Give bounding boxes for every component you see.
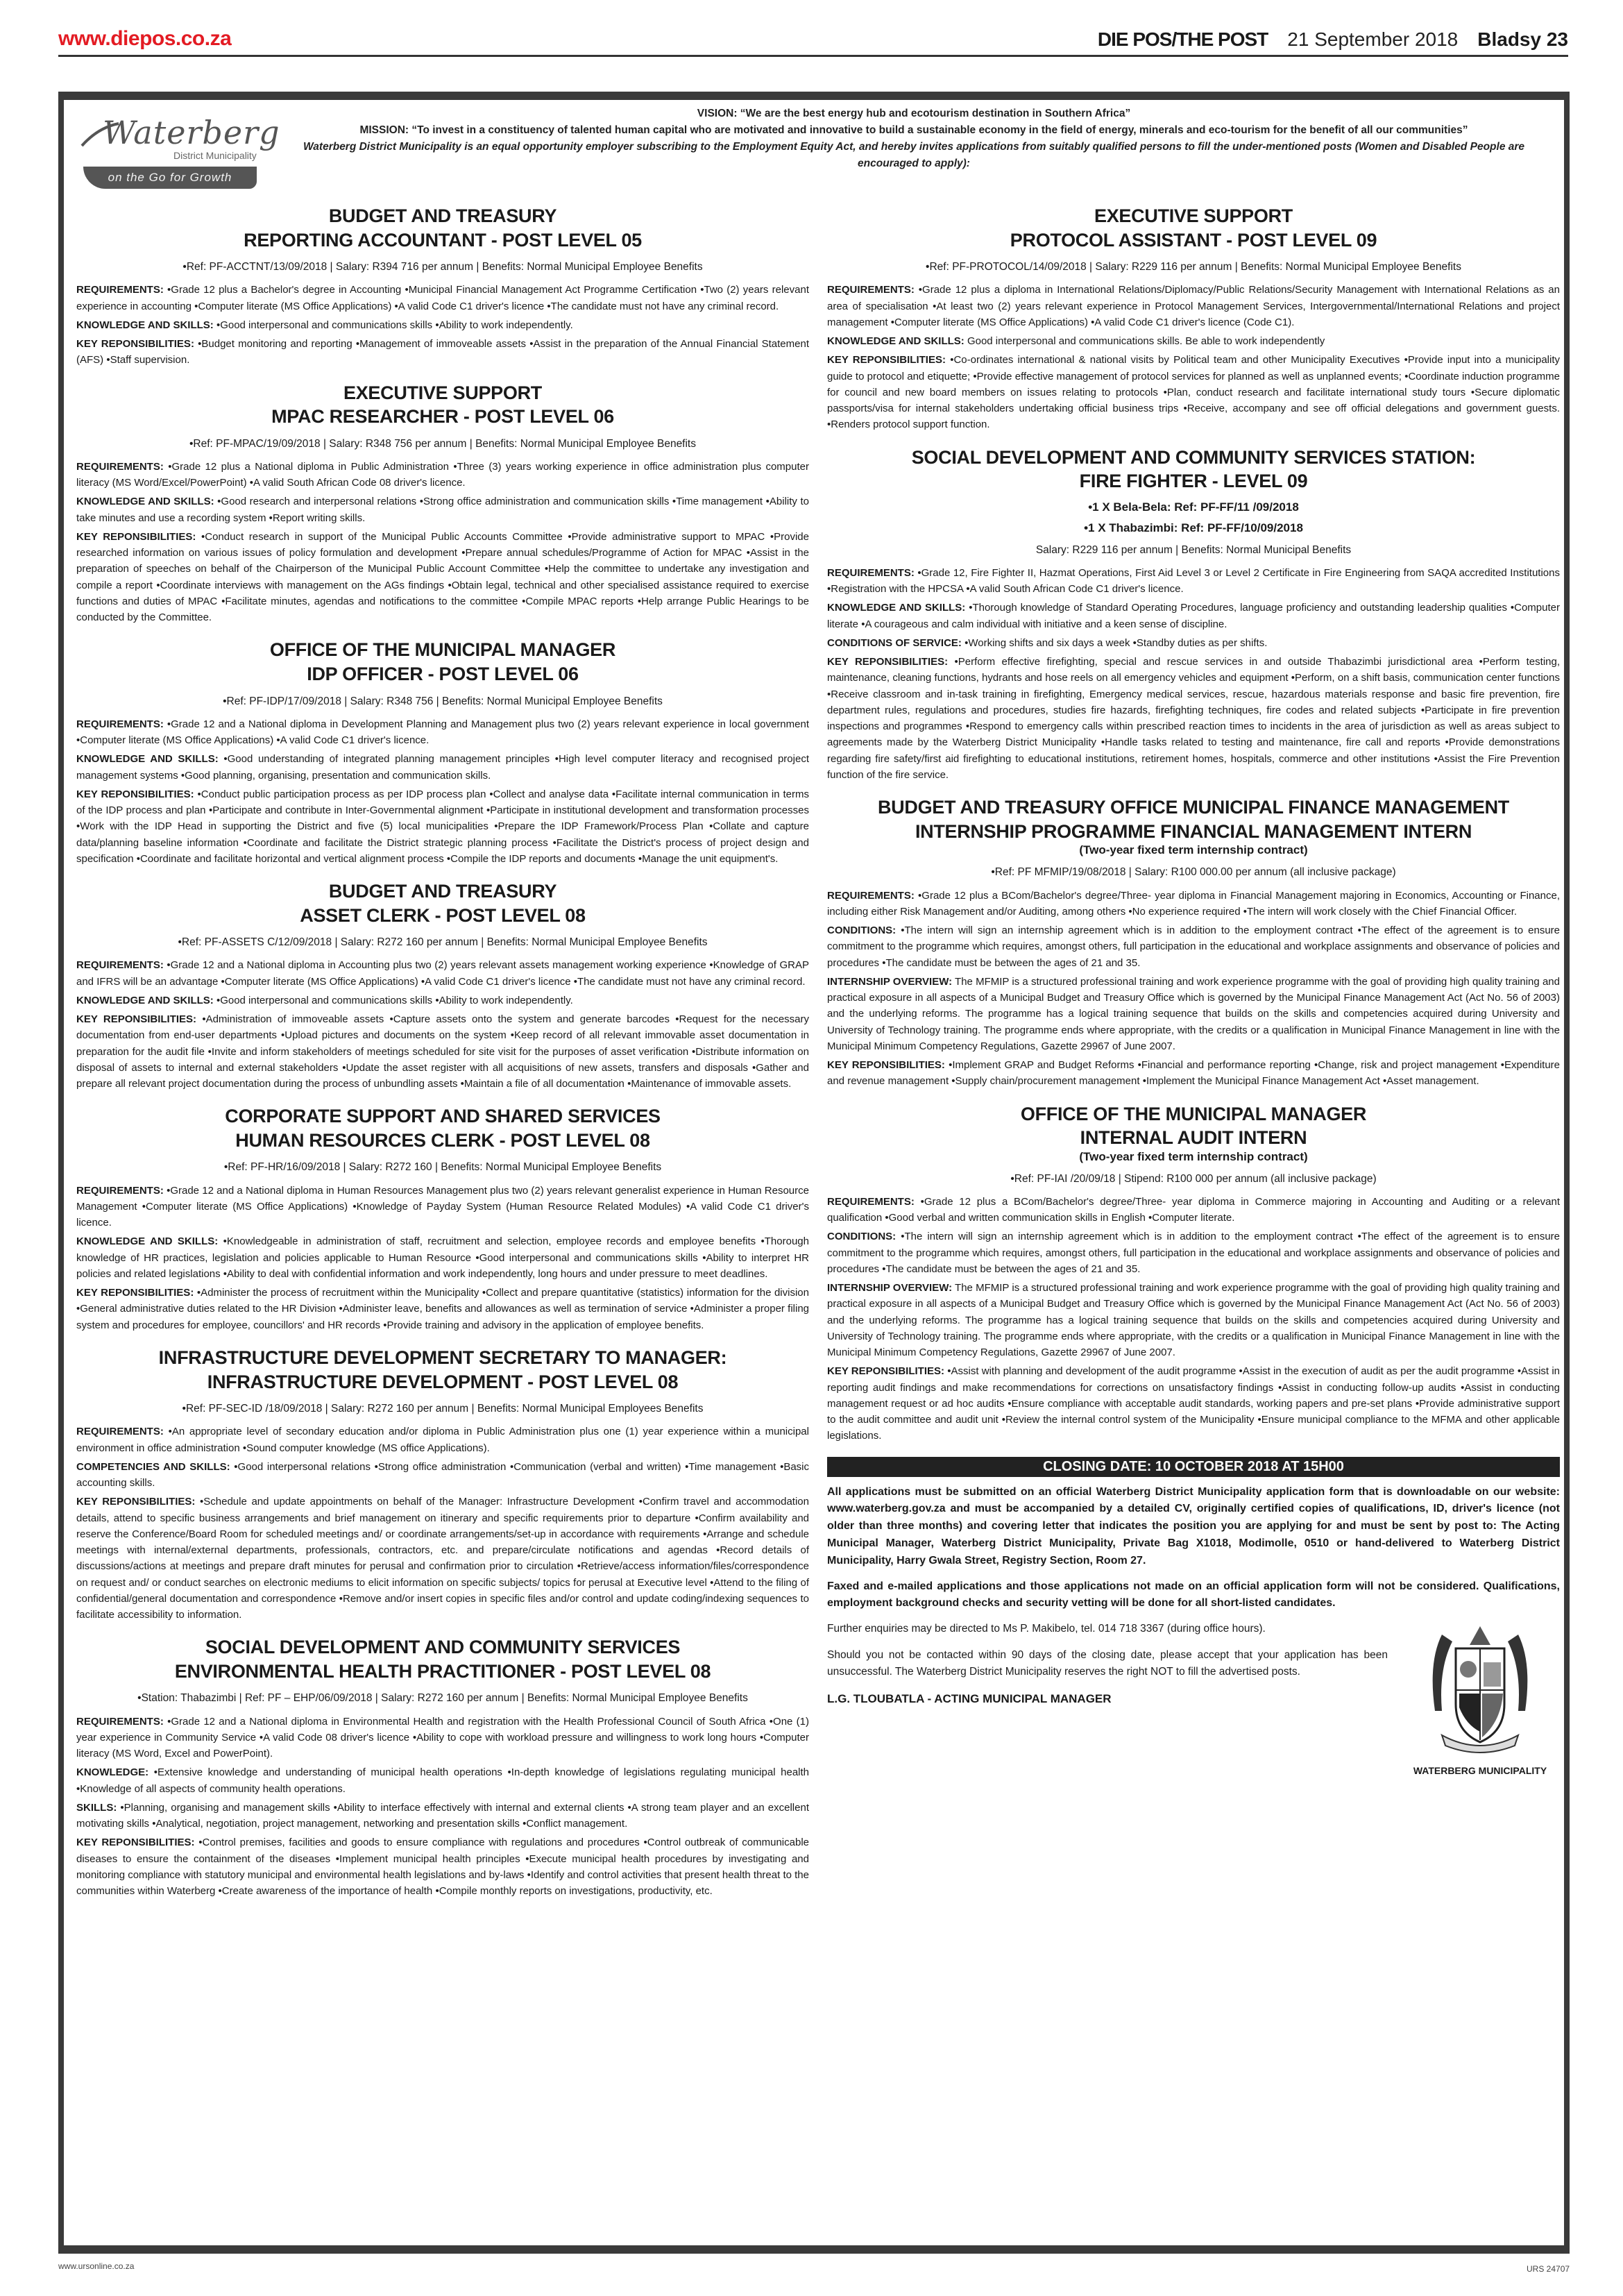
section-label: KEY REPONSIBILITIES: [827, 1059, 945, 1072]
post-title [76, 204, 809, 252]
section-text: •Grade 12, Fire Fighter II, Hazmat Operations, First Aid Level 3 or Level 2 Certificate in Fire Engineering from SAQA accredited Institutions •Registration with the HPCSA •A valid South African Code C1 driver's licence. [827, 566, 1560, 596]
post-title [76, 381, 809, 429]
section-text: •Conduct research in support of the Municipal Public Accounts Committee •Provide administrative support to MPAC •Provide researched information on various issues of policy formulation and development •Prepare annual schedules/Programme of Action for MPAC •Assist in the preparation of speeches on behalf of the Chairperson of the Municipal Public Account Committee •Help the committee to undertake any investigation and compile a report •Coordinate interviews with management on the AGs findings •Obtain legal, technical and other specialised assistance required to exercise functions and duties of MPAC •Facilitate minutes, agendas and notifications to the committee •Compile MPAC reports •Help arrange Public Hearings to be conducted by the Committee. [76, 530, 809, 624]
post-section [76, 957, 809, 990]
section-text: •Knowledgeable in administration of staff, recruitment and selection, employee records and employee benefits •Thorough knowledge of HR practices, legislation and policies applicable to Human Resource •Good interpersonal and communications skills •Ability to interpret HR policies and related legislations •Ability to deal with confidential information and work independently, long hours and under pressure to meet deadlines. [76, 1235, 809, 1280]
mission-statement: MISSION: “To invest in a constituency of talented human capital who are motivated and innovative to build a sustainable economy in the field of energy, minerals and eco-tourism for the benefit of all our communities” [359, 124, 1468, 137]
section-text: •The intern will sign an internship agreement which is in addition to the employment contract •The effect of the agreement is to ensure commitment to the programme which requires, amongst others, full participation in the educational and workplace assignments and observance of policies and procedures •The candidate must be between the ages of 21 and 35. [827, 925, 1560, 969]
section-text: •Grade 12 and a National diploma in Environmental Health and registration with the Health Professional Council of South Africa •One (1) year experience in Community Service •A valid Code 08 driver's licence •Ability to cope with workload pressure and willingness to work long hours •Computer literacy (MS Word, Excel and PowerPoint). [76, 1715, 809, 1760]
post-ref-salary: •Ref: PF-IDP/17/09/2018 | Salary: R348 756 | Benefits: Normal Municipal Employee Benefits [223, 695, 663, 707]
post-ref-salary: •Ref: PF-ACCTNT/13/09/2018 | Salary: R394 716 per annum | Benefits: Normal Municipal Employee Benefits [182, 261, 703, 273]
job-post [76, 381, 809, 626]
job-post [827, 795, 1560, 1089]
section-text: •Grade 12 plus a BCom/Bachelor's degree/Three- year diploma in Commerce majoring in Accounting and Auditing or a relevant qualification •Good verbal and written communication skills in English •Computer literate. [827, 1195, 1560, 1224]
section-label: KNOWLEDGE AND SKILLS: [827, 602, 966, 614]
advert-header [64, 100, 1564, 199]
closing-date-banner: CLOSING DATE: 10 OCTOBER 2018 AT 15H00 [827, 1457, 1560, 1477]
post-section [76, 1714, 809, 1762]
signoff [827, 1621, 1560, 1776]
post-department: EXECUTIVE SUPPORT [1094, 205, 1293, 226]
section-label: SKILLS: [76, 1801, 117, 1814]
logo-tagline: on the Go for Growth [83, 167, 257, 189]
post-ref-salary: •Ref: PF-MPAC/19/09/2018 | Salary: R348 756 per annum | Benefits: Normal Municipal Employee Benefits [189, 437, 696, 450]
footer-ref-code: URS 24707 [1527, 2264, 1570, 2274]
left-column [76, 204, 809, 1911]
section-label: KEY REPONSIBILITIES: [76, 1287, 194, 1299]
section-label: REQUIREMENTS: [76, 1184, 164, 1197]
post-location: •1 X Bela-Bela: Ref: PF-FF/11 /09/2018 [1088, 500, 1299, 514]
section-text: •Good research and interpersonal relations •Strong office administration and communication skills •Time management •Ability to take minutes and use a recording system •Report writing skills. [76, 496, 809, 524]
section-text: •Grade 12 and a National diploma in Human Resources Management plus two (2) years relevant generalist experience in Human Resource Management •Computer literate (MS Office Applications) •Knowledge of Payday System (Human Resource Related Modules) •A valid Code C1 driver's licence. [76, 1184, 809, 1229]
post-section [827, 635, 1560, 651]
section-label: CONDITIONS: [827, 1231, 897, 1243]
post-section [76, 993, 809, 1008]
post-position: FIRE FIGHTER - LEVEL 09 [1079, 471, 1308, 492]
section-label: KEY REPONSIBILITIES: [827, 354, 946, 366]
post-ref-salary: Salary: R229 116 per annum | Benefits: Normal Municipal Benefits [1035, 543, 1352, 556]
section-label: KEY REPONSIBILITIES: [827, 656, 949, 668]
post-section [76, 493, 809, 526]
vision-statement: VISION: “We are the best energy hub and ecotourism destination in Southern Africa” [697, 108, 1131, 119]
right-column [827, 204, 1560, 1776]
post-position: IDP OFFICER - POST LEVEL 06 [307, 663, 579, 684]
post-ref-salary: •Ref: PF-PROTOCOL/14/09/2018 | Salary: R229 116 per annum | Benefits: Normal Municipal Employee Benefits [926, 261, 1461, 273]
section-text: •Administration of immoveable assets •Capture assets onto the system and generate barcodes •Request for the necessary documentation from end-user departments •Upload pictures and documents on the system •Keep record of all relevant immovable asset documentation in preparation for the audit file •Invite and inform stakeholders of meetings scheduled for site visit for the purposes of asset verification •Distribute information on disposal of assets to internal and external stakeholders •Update the asset register with all acquisitions of new assets, transfers and disposals •Gather and prepare all relevant project documentation during the process of unbundling assets •Maintain a file of all documentation •Maintenance of immovable assets. [76, 1013, 809, 1090]
section-label: REQUIREMENTS: [76, 718, 164, 730]
footer-agency-url[interactable]: www.ursonline.co.za [58, 2261, 135, 2271]
post-section [827, 600, 1560, 632]
job-post [827, 204, 1560, 433]
section-label: KNOWLEDGE AND SKILLS: [827, 335, 965, 348]
unsuccessful-text: Should you not be contacted within 90 days of the closing date, please accept that your application has been unsuccessful. The Waterberg District Municipality reserves the right NOT to fill the advertised posts. [827, 1649, 1388, 1678]
post-department: OFFICE OF THE MUNICIPAL MANAGER [1020, 1103, 1367, 1124]
section-label: REQUIREMENTS: [76, 460, 164, 473]
section-text: •Administer the process of recruitment within the Municipality •Collect and prepare quantitative (statistics) information for the division •General administrative duties related to the HR Division •Administer leave, benefits and allowances as well as termination of service •Administer a proper filing system and procedures for employee, councillors' and HR records •Provide training and advisory in the application of employee benefits. [76, 1287, 809, 1331]
section-label: KNOWLEDGE: [76, 1766, 149, 1779]
coat-of-arms-icon [1414, 1621, 1546, 1759]
post-department: OFFICE OF THE MUNICIPAL MANAGER [269, 639, 616, 661]
job-post [76, 879, 809, 1092]
section-text: •Control premises, facilities and goods to ensure compliance with regulations and procedures •Control outbreak of communicable diseases to ensure the containment of the diseases •Implement municipal health principles •Execute municipal health procedures by investigating and monitoring compliance with statutory municipal and environmental health legislations and by-laws •Identify and control activities that present health threat to the communities within Waterberg •Create awareness of the importance of health •Compile monthly reports on investigations, productivity, etc. [76, 1837, 810, 1898]
applications-text: All applications must be submitted on an official Waterberg District Municipality application form that is downloadable on our website: www.waterberg.gov.za and must be accompanied by a detailed CV, originally certified copies of qualifications, ID, driver's licence (not older than three months) and covering letter that indicates the position you are applying for and must be sent by post to: The Acting Municipal Manager, Waterberg District Municipality, Private Bag X1018, Modimolle, 0510 or hand-delivered to Waterberg District Municipality, Harry Gwala Street, Registry Section, Room 27. [827, 1485, 1560, 1567]
post-section [76, 1834, 809, 1899]
post-section [827, 1280, 1560, 1360]
post-section [827, 888, 1560, 920]
faxed-applications-text: Faxed and e-mailed applications and those applications not made on an official application form will not be considered. Qualifications, employment background checks and security vetting will be done for all short-listed candidates. [827, 1580, 1560, 1610]
post-section [76, 1424, 809, 1456]
post-ref-salary: •Ref: PF-HR/16/09/2018 | Salary: R272 160 | Benefits: Normal Municipal Employee Benefits [223, 1161, 662, 1174]
post-title [827, 795, 1560, 843]
section-text: •Grade 12 plus a diploma in International Relations/Diplomacy/Public Relations/Security Management with International Relations as an area of specialisation •At least two (2) years relevant experience in Protocol Management Services, Intergovernmental/International Relations and project management •Computer literate (MS Office Applications) •A valid Code C1 driver's licence (Code C1). [827, 284, 1560, 328]
waterberg-logo [76, 107, 280, 192]
post-contract-type: (Two-year fixed term internship contract) [1079, 843, 1308, 857]
section-label: KNOWLEDGE AND SKILLS: [76, 496, 214, 508]
post-section [76, 716, 809, 749]
post-title [76, 1104, 809, 1152]
section-label: KNOWLEDGE AND SKILLS: [76, 1235, 219, 1248]
post-title [76, 638, 809, 686]
post-title [76, 1346, 809, 1394]
post-section [76, 1459, 809, 1492]
section-text: The MFMIP is a structured professional training and work experience programme with the goal of providing high quality training and practical exposure in all aspects of a Municipal Budget and Treasury Office which is governed by the Municipal Finance Management Act (Act No. 56 of 2003) and the underlying reforms. The programme has a logical training sequence that builds on the skills and competencies acquired during University and University of Technology training. The programme ends where appropriate, with the credits or a qualification in Municipal Finance Management in line with the Municipal Minimum Competency Regulations, Gazette 29967 of June 2007. [827, 975, 1560, 1052]
logo-wordmark: Waterberg [103, 114, 280, 151]
job-post [827, 446, 1560, 784]
post-section [827, 1363, 1560, 1444]
section-text: •Schedule and update appointments on behalf of the Manager: Infrastructure Development •Confirm travel and accommodation details, attend to specific business arrangements and brief management on itinerary and specific requirements prior to departure •Confirm availability and reserve the Conference/Board Room for scheduled meetings and/ or coordinate arrangements/set-up in accordance with requirements •Arrange and schedule meetings with internal/external departments, professionals, contractors, etc. and prepare/circulate notifications and agendas •Record details of discussions/actions at meetings and prepare draft minutes for perusal and confirmation prior to circulation •Retrieve/access information/files/correspondence on request and/ or conduct searches on electronic mediums to elicit information on specific subjects/ topics for perusal at Executive level •Attend to the filing of confidential/general documentation and correspondence •Remove and/or insert copies in specific files and/or control and update coding/indexing sequences to facilitate accessibility to information. [76, 1496, 809, 1621]
post-section [827, 333, 1560, 349]
section-text: •The intern will sign an internship agreement which is in addition to the employment contract •The effect of the agreement is to ensure commitment to the programme which requires, amongst others, full participation in the educational and workplace assignments and observance of policies and procedures •The candidate must be between the ages of 21 and 35. [827, 1231, 1560, 1275]
section-label: KEY REPONSIBILITIES: [827, 1365, 944, 1378]
post-position: MPAC RESEARCHER - POST LEVEL 06 [271, 406, 614, 428]
section-label: REQUIREMENTS: [827, 566, 915, 579]
section-label: KNOWLEDGE AND SKILLS: [76, 753, 219, 766]
job-post [827, 1102, 1560, 1444]
masthead [58, 25, 1568, 57]
post-section [76, 786, 809, 867]
post-ref-salary: •Ref: PF-SEC-ID /18/09/2018 | Salary: R272 160 per annum | Benefits: Normal Municipal Employees Benefits [182, 1403, 704, 1415]
post-section [76, 1800, 809, 1832]
section-label: KEY REPONSIBILITIES: [76, 338, 194, 351]
post-section [76, 1494, 809, 1623]
post-section [827, 654, 1560, 783]
post-section [76, 1233, 809, 1282]
post-section [827, 1229, 1560, 1277]
municipal-crest [1400, 1621, 1560, 1776]
section-label: REQUIREMENTS: [76, 284, 164, 296]
section-label: KNOWLEDGE AND SKILLS: [76, 319, 214, 331]
post-section [76, 1011, 809, 1092]
section-text: Good interpersonal and communications skills. Be able to work independently [964, 335, 1325, 348]
section-text: •Grade 12 and a National diploma in Accounting plus two (2) years relevant assets management working experience •Knowledge of GRAP and IFRS will be an advantage •Computer literate (MS Office Applications) •A valid Code C1 driver's licence •The candidate must not have any criminal record. [76, 959, 809, 988]
post-department: BUDGET AND TREASURY [328, 205, 557, 226]
masthead-right [1098, 28, 1568, 51]
post-title [76, 1635, 809, 1683]
section-label: REQUIREMENTS: [76, 959, 164, 972]
post-department: INFRASTRUCTURE DEVELOPMENT SECRETARY TO MANAGER: [158, 1347, 727, 1368]
job-post [76, 638, 809, 867]
section-text: •Good interpersonal relations •Strong office administration •Communication (verbal and written) •Time management •Basic accounting skills. [76, 1460, 809, 1489]
post-section [76, 459, 809, 491]
post-section [76, 317, 809, 333]
section-label: REQUIREMENTS: [827, 284, 915, 296]
job-post [76, 1346, 809, 1623]
section-label: CONDITIONS OF SERVICE: [827, 636, 962, 649]
section-label: REQUIREMENTS: [76, 1426, 164, 1438]
section-text: •Co-ordinates international & national visits by Political team and other Municipality Executives •Provide input into a municipality guide to protocol and etiquette; •Provide effective management of protocol services for planned as well as unplanned events; •Coordinate induction programme for council and new board members on issues relating to protocols •Plan, conduct research and facilitate international study tours •Secure diplomatic passports/visa for internal stakeholders undertaking official business trips •Receive, accompany and see off official delegations and government guests. •Renders protocol support function. [827, 354, 1561, 431]
post-position: HUMAN RESOURCES CLERK - POST LEVEL 08 [235, 1129, 650, 1151]
post-department: SOCIAL DEVELOPMENT AND COMMUNITY SERVICES [205, 1637, 681, 1658]
section-label: KEY REPONSIBILITIES: [76, 788, 194, 800]
section-text: •Grade 12 plus a National diploma in Public Administration •Three (3) years working experience in office administration plus computer literacy (MS Word/Excel/PowerPoint) •A valid South African Code 08 driver's licence. [76, 460, 809, 489]
job-post [76, 1635, 809, 1899]
section-text: The MFMIP is a structured professional training and work experience programme with the goal of providing high quality training and practical exposure in all aspects of a Municipal Budget and Treasury Office which is governed by the Municipal Finance Management Act (Act No. 56 of 2003) and the underlying reforms. The programme has a logical training sequence that builds on the skills and competencies acquired during University and University of Technology training. The programme ends where appropriate, with the credits or a qualification in Municipal Finance Management in line with the Municipal Minimum Competency Regulations, Gazette 29967 of June 2007. [827, 1282, 1560, 1359]
site-url[interactable]: www.diepos.co.za [58, 27, 232, 50]
post-section [76, 336, 809, 369]
post-section [827, 922, 1560, 971]
post-position: PROTOCOL ASSISTANT - POST LEVEL 09 [1010, 229, 1377, 251]
post-ref-salary: •Ref: PF MFMIP/19/08/2018 | Salary: R100 000.00 per annum (all inclusive package) [991, 866, 1396, 879]
section-label: KEY REPONSIBILITIES: [76, 530, 196, 543]
post-ref-salary: •Station: Thabazimbi | Ref: PF – EHP/06/09/2018 | Salary: R272 160 per annum | Benefits: Normal Municipal Employee Benefits [137, 1692, 748, 1705]
section-label: KEY REPONSIBILITIES: [76, 1496, 196, 1508]
section-label: REQUIREMENTS: [76, 1715, 164, 1728]
section-label: CONDITIONS: [827, 925, 897, 937]
section-text: •Assist with planning and development of the audit programme •Assist in the execution of audit as per the audit programme •Assist in reporting audit findings and make recommendations for corrections on unsatisfactory findings •Assist in conducting follow-up audits •Assist in conducting management request or ad hoc audits •Ensure compliance with acceptable audit standards, working papers and pre-set plans •Provide administrative support to the audit committee and audit unit •Review the internal control system of the Municipality •Ensure municipal compliance to the MFMA and other applicable legislations. [827, 1365, 1561, 1442]
section-text: •Thorough knowledge of Standard Operating Procedures, language proficiency and outstanding leadership qualities •Computer literate •A courageous and calm individual with initiative and a keen sense of discipline. [827, 602, 1560, 630]
post-section [76, 1764, 809, 1797]
post-position: ASSET CLERK - POST LEVEL 08 [300, 904, 586, 926]
post-section [827, 1057, 1560, 1090]
page-number: Bladsy 23 [1477, 28, 1568, 50]
post-section [76, 1285, 809, 1333]
post-section [76, 282, 809, 314]
post-section [827, 1194, 1560, 1226]
section-text: •An appropriate level of secondary education and/or diploma in Public Administration plus one (1) year experience within a municipal environment in office administration •Sound computer knowledge (MS office Applications). [76, 1426, 809, 1454]
section-label: KEY REPONSIBILITIES: [76, 1013, 197, 1026]
post-title [827, 446, 1560, 493]
section-text: •Grade 12 plus a Bachelor's degree in Accounting •Municipal Financial Management Act Programme Certification •Two (2) years relevant experience in accounting •Computer literate (MS Office Applications) •A valid Code C1 driver's licence •The candidate must not have any criminal record. [76, 284, 809, 312]
post-department: BUDGET AND TREASURY OFFICE MUNICIPAL FINANCE MANAGEMENT INTERNSHIP PROGRAMME FINANCIAL MANAGEMENT INTERN [877, 797, 1509, 842]
post-contract-type: (Two-year fixed term internship contract) [1079, 1149, 1308, 1163]
section-text: •Planning, organising and management skills •Ability to interface effectively with internal and external clients •A strong team player and an excellent motivating skills •Analytical, negotiation, project management, networking and presentation skills •Conflict management. [76, 1801, 809, 1830]
job-advert [58, 92, 1570, 2254]
post-position: INTERNAL AUDIT INTERN [1080, 1127, 1307, 1149]
signatory: L.G. TLOUBATLA - ACTING MUNICIPAL MANAGER [827, 1692, 1112, 1706]
post-ref-salary: •Ref: PF-ASSETS C/12/09/2018 | Salary: R272 160 per annum | Benefits: Normal Municipal Employee Benefits [178, 936, 708, 949]
section-label: REQUIREMENTS: [827, 1195, 915, 1208]
post-position: ENVIRONMENTAL HEALTH PRACTITIONER - POST LEVEL 08 [174, 1660, 711, 1682]
post-title [827, 204, 1560, 252]
logo-subtitle: District Municipality [173, 150, 257, 161]
post-location: •1 X Thabazimbi: Ref: PF-FF/10/09/2018 [1084, 521, 1303, 534]
section-label: INTERNSHIP OVERVIEW: [827, 1282, 953, 1294]
post-section [827, 282, 1560, 330]
post-title [827, 1102, 1560, 1150]
application-instructions [827, 1484, 1560, 1613]
section-text: •Good interpersonal and communications skills •Ability to work independently. [213, 319, 573, 331]
crest-caption: WATERBERG MUNICIPALITY [1413, 1765, 1547, 1777]
post-department: BUDGET AND TREASURY [328, 881, 557, 902]
post-section [76, 529, 809, 626]
newspaper-name: DIE POS/THE POST [1097, 28, 1268, 50]
section-text: •Implement GRAP and Budget Reforms •Financial and performance reporting •Change, risk and project management •Expenditure and revenue management •Supply chain/procurement management •Implement the Municipal Finance Management Act •Asset management. [827, 1059, 1561, 1088]
section-label: COMPETENCIES AND SKILLS: [76, 1460, 230, 1473]
post-department: EXECUTIVE SUPPORT [343, 382, 542, 403]
section-text: •Conduct public participation process as per IDP process plan •Collect and analyse data •Facilitate internal communication in terms of the IDP process and plan •Participate and contribute in Inter-Governmental alignment •Participate in institutional development and transformation processes •Work with the IDP Head in supporting the District and five (5) local municipalities •Prepare the IDP Framework/Process Plan •Collate and capture data/planning baseline information •Coordinate and facilitate the District strategic planning process •Facilitate the District's process of project design and specification •Coordinate and facilitate horizontal and vertical alignment process •Compile the IDP reports and documents •Manage the unit equipment's. [76, 788, 809, 865]
eeo-statement: Waterberg District Municipality is an equal opportunity employer subscribing to the Employment Equity Act, and hereby invites applications from suitably qualified persons to fill the under-mentioned posts (Women and Disabled People are encouraged to apply): [303, 141, 1525, 170]
section-text: •Perform effective firefighting, special and rescue services in and outside Thabazimbi jurisdictional area •Perform testing, maintenance, cleaning functions, hydrants and hose reels on all emergency vehicles and equipment •Perform, on a shift basis, communication center functions •Receive classroom and in-task training in firefighting, Emergency medical services, rescue, hazardous materials response and basic fire prevention, fire department rules, regulations and procedures, studies fire hazards, firefighting techniques, fire codes and related subjects •Participate in fire prevention inspections and programmes •Respond to emergency calls within prescribed reaction times to incidents in the area of jurisdiction as well as areas subject to agreements made by the Waterberg District Municipality •Handle tasks related to testing and maintenance, fire call and reports •Provide demonstrations regarding fire safety/first aid firefighting to educational institutions, retirement homes, hospitals, commerce and other institutions •Assist the Fire Prevention function of the fire service. [827, 656, 1561, 781]
post-section [827, 352, 1560, 432]
enquiries-text: Further enquiries may be directed to Ms P. Makibelo, tel. 014 718 3367 (during office hours). [827, 1623, 1266, 1635]
post-section [827, 565, 1560, 598]
section-label: KEY REPONSIBILITIES: [76, 1837, 195, 1849]
job-post [76, 204, 809, 369]
section-text: •Good understanding of integrated planning management principles •High level computer literacy and recognised project management systems •Good planning, organising, presentation and communication skills. [76, 753, 809, 782]
section-text: •Budget monitoring and reporting •Management of immoveable assets •Assist in the preparation of the Annual Financial Statement (AFS) •Staff supervision. [76, 338, 809, 366]
job-post [76, 1104, 809, 1333]
section-label: KNOWLEDGE AND SKILLS: [76, 994, 214, 1006]
post-section [76, 751, 809, 784]
section-label: INTERNSHIP OVERVIEW: [827, 975, 953, 988]
section-text: •Good interpersonal and communications skills •Ability to work independently. [213, 994, 573, 1006]
section-text: •Working shifts and six days a week •Standby duties as per shifts. [961, 636, 1268, 649]
post-title [76, 879, 809, 927]
post-department: SOCIAL DEVELOPMENT AND COMMUNITY SERVICES STATION: [911, 446, 1476, 468]
post-position: REPORTING ACCOUNTANT - POST LEVEL 05 [244, 229, 642, 251]
section-text: •Grade 12 plus a BCom/Bachelor's degree/Three- year diploma in Financial Management majoring in Economics, Accounting or Finance, including either Risk Management and/or Auditing, among others •No experience required •The intern will work closely with the Chief Financial Officer. [827, 889, 1560, 918]
section-text: •Grade 12 and a National diploma in Development Planning and Management plus two (2) years relevant experience in local government •Computer literate (MS Office Applications) •A valid Code C1 driver's licence. [76, 718, 809, 747]
vision-mission [279, 105, 1549, 172]
post-department: CORPORATE SUPPORT AND SHARED SERVICES [225, 1106, 661, 1127]
section-text: •Extensive knowledge and understanding of municipal health operations •In-depth knowledge of legislations regulating municipal health •Knowledge of all aspects of community health operations. [76, 1766, 809, 1795]
post-ref-salary: •Ref: PF-IAI /20/09/18 | Stipend: R100 000 per annum (all inclusive package) [1010, 1172, 1377, 1185]
signoff-text [827, 1621, 1388, 1776]
section-label: REQUIREMENTS: [827, 889, 915, 902]
post-section [827, 974, 1560, 1054]
post-position: INFRASTRUCTURE DEVELOPMENT - POST LEVEL 08 [207, 1371, 679, 1392]
issue-date: 21 September 2018 [1287, 28, 1459, 50]
post-section [76, 1183, 809, 1231]
